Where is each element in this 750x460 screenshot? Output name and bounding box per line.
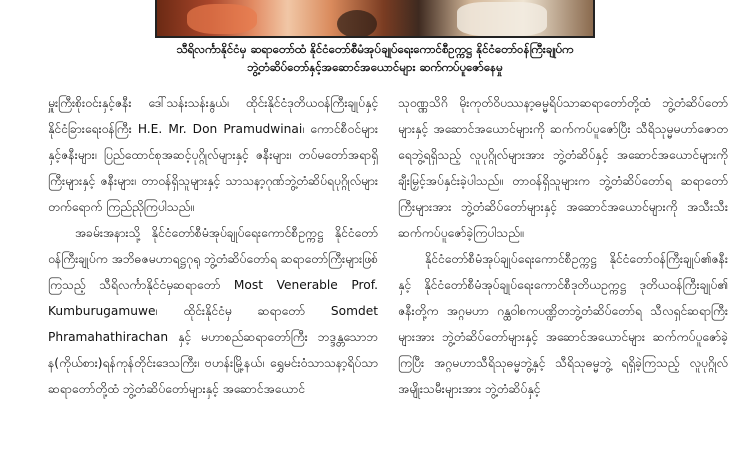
photo-region-left bbox=[187, 4, 257, 34]
right-paragraph-1: သုဝဏ္ဏသိဂိ မိုးကုတ်ဝိပဿနာ့ဓမ္မရိပ်သာဆရာတော်တို့ထံ ဘွဲ့တံဆိပ်တော်များနှင့် အဆောင်အယောင်များကို ဆက်ကပ်ပူဇော်ပြီး သီရိသုမ္မမဟာ်ဇောတရေဘွဲ့ရရှိသည့် လူပုဂ္ဂိုလ်များအား ဘွဲ့တံဆိပ်နှင့် အဆောင်အယောင်များကို ချီးမြှင့်အပ်နှင်းခဲ့ပါသည်။ တာဝန်ရှိသူများက ဘွဲ့တံဆိပ်တော်ရ ဆရာတော်ကြီးများအား ဘွဲ့တံဆိပ်တော်များနှင့် အဆောင်အယောင်များကို အသီးသီးဆက်ကပ်ပူဇော်ခဲ့ကြပါသည်။ bbox=[398, 96, 728, 240]
caption-line-2: ဘွဲ့တံဆိပ်တော်နှင့်အဆောင်အယောင်များ ဆက်ကပ်ပူဇော်နေမှု bbox=[247, 60, 503, 74]
article-column-right bbox=[398, 90, 728, 402]
article-column-left bbox=[48, 90, 378, 402]
caption-line-1: သီရိလင်္ကာနိုင်ငံမှ ဆရာတော်ထံ နိုင်ငံတော်စီမံအုပ်ချုပ်ရေးကောင်စီဥက္ကဋ္ဌ နိုင်ငံတော်ဝန်ကြီးချုပ်က bbox=[176, 42, 574, 56]
news-photo bbox=[155, 0, 595, 38]
left-paragraph-1: မှူးကြီးစိုးဝင်းနှင့်ဇနီး ဒေါ်သန်းသန်းနွယ်၊ ထိုင်းနိုင်ငံဒုတိယဝန်ကြီးချုပ်နှင့် နိုင်ငံခြားရေးဝန်ကြီး H.E. Mr. Don Pramudwinai၊ ကောင်စီဝင်များနှင့်ဇနီးများ၊ ပြည်ထောင်စုအဆင့်ပုဂ္ဂိုလ်များနှင့် ဇနီးများ၊ တပ်မတော်အရာရှိကြီးများနှင့် ဇနီးများ၊ တာဝန်ရှိသူများနှင့် သာသနာ့ဂုဏ်ဘွဲ့တံဆိပ်ရပုဂ္ဂိုလ်များ တက်ရောက် ကြည်ညိုကြပါသည်။ bbox=[48, 96, 378, 214]
photo-caption bbox=[0, 40, 750, 76]
photo-region-right bbox=[457, 2, 547, 36]
photo-region-center bbox=[337, 10, 377, 38]
left-paragraph-2: အခမ်းအနားသို့ နိုင်ငံတော်စီမံအုပ်ချုပ်ရေးကောင်စီဥက္ကဋ္ဌ နိုင်ငံတော်ဝန်ကြီးချုပ်က အဘိဓဇမဟာရဋ္ဌဂုရု ဘွဲ့တံဆိပ်တော်ရ ဆရာတော်ကြီးများဖြစ်ကြသည့် သီရိလင်္ကာနိုင်ငံမှဆရာတော် Most Venerable Prof. Kumburugamuwe၊ ထိုင်းနိုင်ငံမှ ဆရာတော် Somdet Phramahathirachan နှင့် မဟာစည်ဆရာတော်ကြီး ဘဒ္ဒန္တသောဘန(ကိုယ်စား)ရန်ကုန်တိုင်းဒေသကြီး၊ ဗဟန်းမြို့နယ်၊ ရွှေမင်းဝံသာသနာ့ရိပ်သာ ဆရာတော်တို့ထံ ဘွဲ့တံဆိပ်တော်များနှင့် အဆောင်အယောင် bbox=[48, 226, 378, 396]
right-paragraph-2: နိုင်ငံတော်စီမံအုပ်ချုပ်ရေးကောင်စီဥက္ကဋ္ဌ နိုင်ငံတော်ဝန်ကြီးချုပ်၏ဇနီးနှင့် နိုင်ငံတော်စီမံအုပ်ချုပ်ရေးကောင်စီဒုတိယဥက္ကဋ္ဌ ဒုတိယဝန်ကြီးချုပ်၏ ဇနီးတို့က အဂ္ဂမဟာ ဂန္ထဝါစကပဏ္ဍိတဘွဲ့တံဆိပ်တော်ရ သီလရှင်ဆရာကြီးများအား ဘွဲ့တံဆိပ်တော်များနှင့် အဆောင်အယောင်များ ဆက်ကပ်ပူဇော်ခဲ့ကြပြီး အဂ္ဂမဟာသီရိသုဓမ္မဘွဲ့နှင့် သီရိသုဓမ္မဘွဲ့ ရရှိခဲ့ကြသည့် လူပုဂ္ဂိုလ်အမျိုးသမီးများအား ဘွဲ့တံဆိပ်နှင့် bbox=[398, 252, 728, 396]
